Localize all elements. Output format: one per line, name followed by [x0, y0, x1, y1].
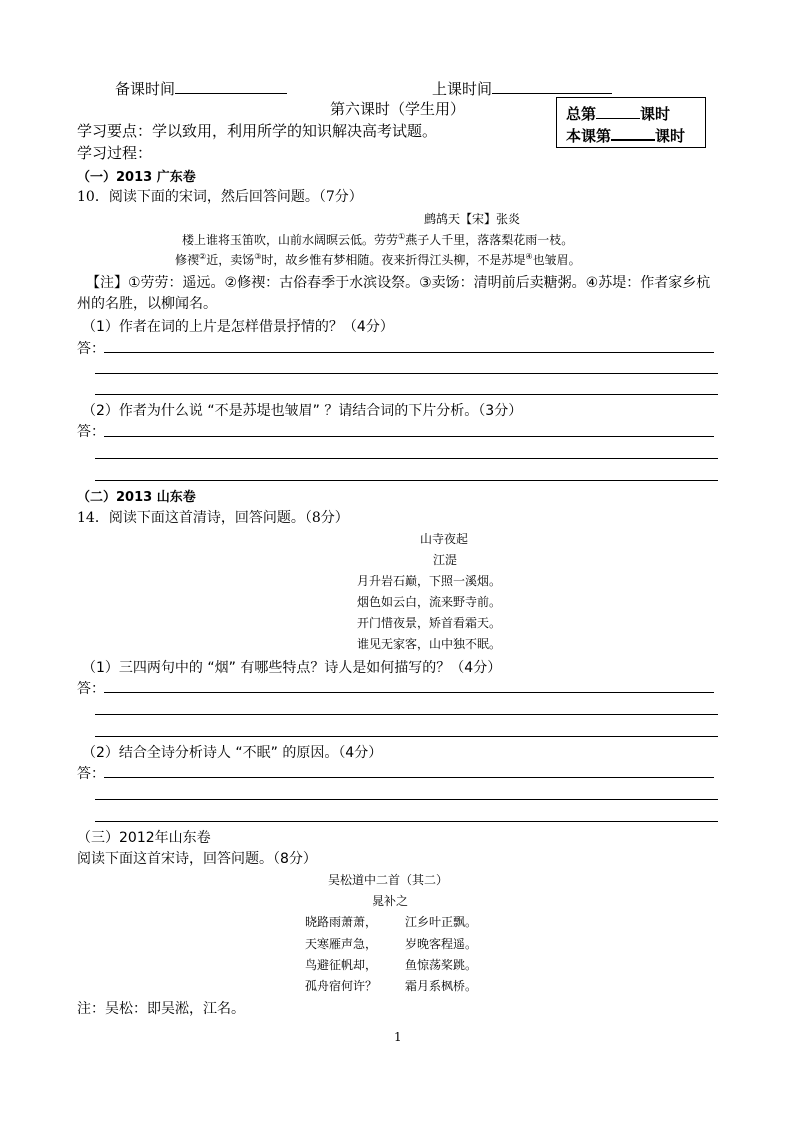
section2-q2-answer-line [104, 777, 714, 778]
section1-heading: （一）2013 广东卷 [77, 170, 196, 185]
section1-q1: （1）作者在词的上片是怎样借景抒情的？（4分） [82, 319, 394, 335]
section3-poem-line-b: 鱼惊荡桨跳。 [405, 958, 478, 972]
section1-q2-answer-line [104, 436, 714, 437]
section3-poem-line-a: 天寒雁声急， [305, 937, 378, 951]
section3-heading: （三）2012年山东卷 [77, 830, 211, 846]
section3-poem-title: 吴松道中二首（其二） [328, 873, 449, 887]
key-points: 学习要点：学以致用，利用所学的知识解决高考试题。 [77, 122, 438, 140]
section2-q2-answer-line [95, 799, 718, 800]
section3-poem-line-b: 霜月系枫桥。 [405, 979, 478, 993]
total-lesson-row: 总第 课时 [566, 105, 671, 123]
section1-q1-answer-line [95, 394, 718, 395]
section2-poem-line: 月升岩石巅，下照一溪烟。 [357, 574, 502, 588]
section2-q2: （2）结合全诗分析诗人 “不眠” 的原因。（4分） [82, 745, 383, 761]
this-lesson-blank [611, 125, 655, 141]
prep-time-blank [175, 79, 287, 94]
section1-poem-title: 鹧鸪天【宋】张炎 [424, 212, 521, 226]
prep-time-label: 备课时间 [115, 80, 176, 98]
section2-poem-line: 烟色如云白，流来野寺前。 [357, 595, 502, 609]
section2-poem-line: 开门惜夜景，矫首看霜天。 [357, 616, 502, 630]
section2-question: 14．阅读下面这首清诗，回答问题。（8分） [77, 510, 349, 526]
class-time-field [432, 78, 612, 99]
prep-time-field [115, 78, 287, 99]
section3-poem-line-a: 鸟避征帆却， [305, 958, 378, 972]
section3-question: 阅读下面这首宋诗，回答问题。（8分） [77, 851, 317, 867]
section1-q1-answer-line [104, 352, 714, 353]
section1-q2: （2）作者为什么说 “不是苏堤也皱眉” ？请结合词的下片分析。（3分） [82, 403, 523, 419]
section2-poem-title: 山寺夜起 [420, 532, 469, 546]
section3-poem-author: 晁补之 [372, 894, 409, 908]
section2-q1-answer-label: 答： [77, 681, 105, 697]
this-lesson-row: 本课第 课时 [566, 127, 686, 145]
section3-note: 注：吴松：即吴淞，江名。 [77, 1001, 245, 1017]
process-label: 学习过程： [77, 144, 153, 162]
section1-q2-answer-label: 答： [77, 424, 105, 440]
class-time-label: 上课时间 [432, 80, 493, 98]
section2-q1-answer-line [95, 736, 718, 737]
section2-q2-answer-label: 答： [77, 766, 105, 782]
class-time-blank [492, 79, 612, 94]
section2-poem-line: 谁见无家客，山中独不眠。 [357, 637, 502, 651]
section2-q1-answer-line [104, 692, 714, 693]
section1-note-line2: 州的名胜，以柳闻名。 [77, 296, 217, 312]
section3-poem-line-a: 孤舟宿何许？ [305, 979, 378, 993]
total-lesson-blank [596, 104, 640, 119]
section2-q1-answer-line [95, 714, 718, 715]
section1-q1-answer-line [95, 373, 718, 374]
section2-heading: （二）2013 山东卷 [77, 490, 196, 505]
lesson-counter-box [556, 97, 706, 148]
section1-poem-line1: 楼上谁将玉笛吹，山前水阔暝云低。劳劳①燕子人千里，落落梨花雨一枝。 [182, 232, 574, 247]
section3-poem-line-b: 岁晚客程遥。 [405, 937, 478, 951]
section1-question: 10．阅读下面的宋词，然后回答问题。（7分） [77, 189, 363, 205]
section1-q1-answer-label: 答： [77, 341, 105, 357]
section1-note-line1: 【注】①劳劳：遥远。②修禊：古俗春季于水滨设祭。③卖饧：清明前后卖糖粥。④苏堤：作者家乡杭 [86, 275, 711, 291]
section2-poem-author: 江湜 [433, 553, 458, 567]
section3-poem-line-a: 晓路雨萧萧， [305, 915, 378, 929]
page-number: 1 [394, 1030, 402, 1044]
section2-q1: （1）三四两句中的 “烟” 有哪些特点？诗人是如何描写的？（4分） [82, 660, 502, 676]
section1-q2-answer-line [95, 458, 718, 459]
section3-poem-line-b: 江乡叶正飘。 [405, 915, 478, 929]
section1-q2-answer-line [95, 480, 718, 481]
section2-q2-answer-line [95, 821, 718, 822]
section1-poem-line2: 修禊②近，卖饧③时，故乡惟有梦相随。夜来折得江头柳，不是苏堤④也皱眉。 [175, 252, 581, 267]
lesson-title: 第六课时（学生用） [330, 100, 466, 118]
